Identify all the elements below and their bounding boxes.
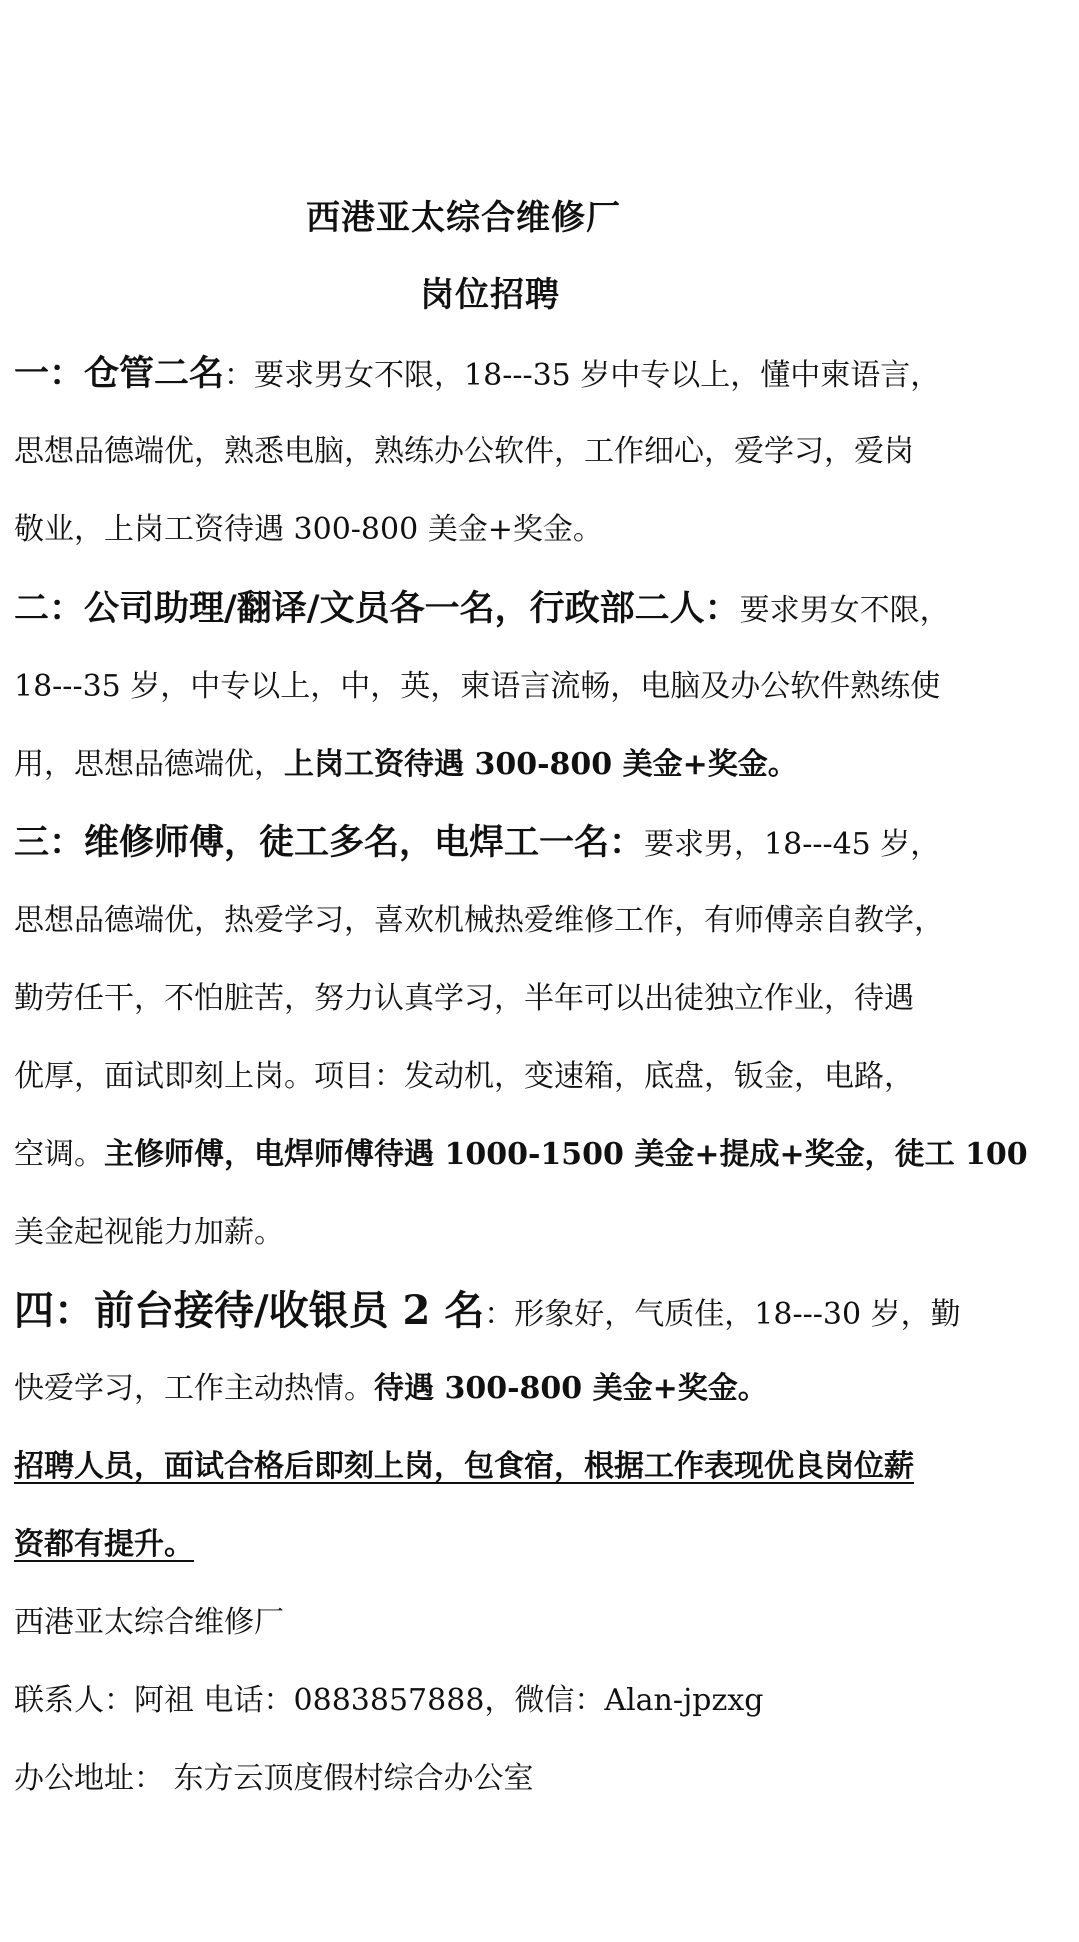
section-2-text: 用，思想品德端优， (14, 747, 284, 782)
footer-company: 西港亚太综合维修厂 (14, 1605, 284, 1640)
notice-line-2 (14, 1522, 1059, 1568)
section-3-text: 空调。 (14, 1137, 104, 1172)
section-4-text: ：形象好，气质佳，18---30 岁，勤 (484, 1297, 961, 1332)
section-3-line-4: 优厚，面试即刻上岗。项目：发动机，变速箱，底盘，钣金，电路， (14, 1059, 914, 1094)
section-1-heading: 一：仓管二名 (14, 353, 225, 394)
page-subtitle: 岗位招聘 (420, 275, 560, 315)
section-3-salary: 主修师傅，电焊师傅待遇 1000-1500 美金+提成+奖金，徒工 100 (104, 1137, 1028, 1172)
section-1-line-1 (14, 351, 1059, 397)
notice-text: 招聘人员，面试合格后即刻上岗，包食宿，根据工作表现优良岗位薪 (14, 1449, 914, 1484)
section-4-line-2 (14, 1366, 1059, 1412)
footer-address: 办公地址： 东方云顶度假村综合办公室 (14, 1761, 534, 1796)
section-3-line-1 (14, 820, 1059, 866)
notice-line-1 (14, 1444, 1059, 1490)
company-title: 西港亚太综合维修厂 (306, 198, 621, 238)
section-2-salary: 上岗工资待遇 300-800 美金+奖金。 (284, 747, 798, 782)
section-3-line-3: 勤劳任干，不怕脏苦，努力认真学习，半年可以出徒独立作业，待遇 (14, 981, 914, 1016)
section-2-line-2: 18---35 岁，中专以上，中，英，柬语言流畅，电脑及办公软件熟练使 (14, 669, 941, 704)
section-2-text: 要求男女不限， (739, 593, 950, 628)
section-3-line-6: 美金起视能力加薪。 (14, 1215, 284, 1250)
notice-text: 资都有提升。 (14, 1527, 194, 1562)
section-1-line-2: 思想品德端优，熟悉电脑，熟练办公软件，工作细心，爱学习，爱岗 (14, 434, 914, 469)
section-2-line-1 (14, 586, 1059, 632)
section-4-salary: 待遇 300-800 美金+奖金。 (374, 1371, 768, 1406)
section-3-heading: 三：维修师傅，徒工多名，电焊工一名： (14, 822, 645, 863)
section-4-text: 快爱学习，工作主动热情。 (14, 1371, 374, 1406)
section-1-text: ：要求男女不限，18---35 岁中专以上，懂中柬语言， (224, 358, 941, 393)
section-3-line-5 (14, 1132, 1059, 1178)
section-2-line-3 (14, 742, 1059, 788)
section-2-heading: 二：公司助理/翻译/文员各一名，行政部二人： (14, 588, 740, 629)
section-4-line-1 (14, 1288, 1059, 1334)
section-1-line-3: 敬业，上岗工资待遇 300-800 美金+奖金。 (14, 512, 603, 547)
section-4-heading: 四：前台接待/收银员 2 名 (14, 1288, 485, 1334)
footer-contact: 联系人：阿祖 电话：0883857888，微信：Alan-jpzxg (14, 1683, 764, 1718)
section-3-line-2: 思想品德端优，热爱学习，喜欢机械热爱维修工作，有师傅亲自教学， (14, 903, 944, 938)
section-3-text: 要求男，18---45 岁， (644, 827, 941, 862)
